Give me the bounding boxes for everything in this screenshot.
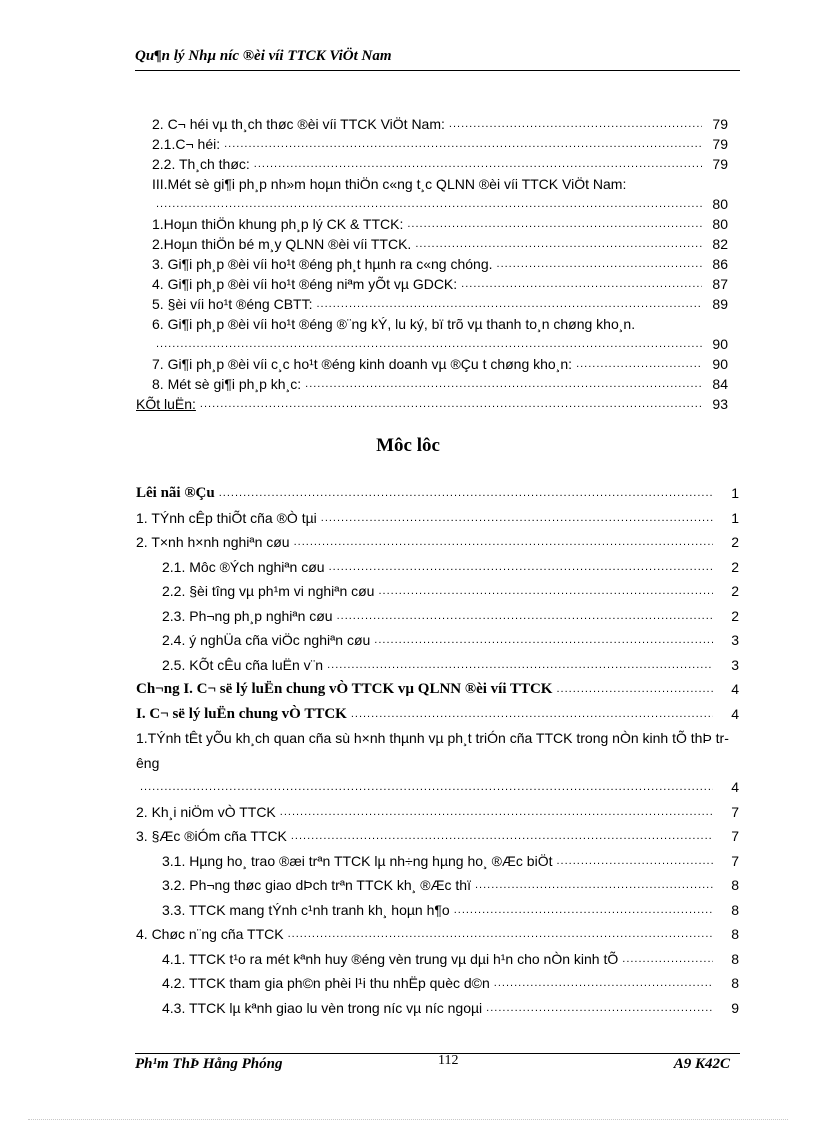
toc-leader-dots (415, 234, 702, 254)
footer-class: A9 K42C (673, 1056, 730, 1072)
toc-page-number: 89 (712, 296, 728, 312)
toc-entry (136, 174, 728, 214)
toc-page-number: 80 (712, 196, 728, 212)
toc-page-number: 82 (712, 236, 728, 252)
toc-leader-dots (305, 374, 702, 394)
toc-leader-dots (327, 653, 713, 678)
toc-entry-tail (152, 334, 728, 354)
toc-entry-text: 3. §Æc ®iÓm cña TTCK (136, 828, 287, 844)
toc-page-number: 79 (712, 116, 728, 132)
contents-title: Môc lôc (376, 435, 440, 456)
toc-leader-dots (622, 947, 713, 972)
toc-leader-dots (494, 971, 713, 996)
toc-leader-dots (291, 824, 713, 849)
toc-entry (136, 947, 739, 972)
toc-continuation (136, 114, 728, 414)
toc-entry (136, 849, 739, 874)
toc-page-number: 8 (731, 926, 739, 942)
toc-entry (136, 677, 739, 702)
toc-page-number: 8 (731, 975, 739, 991)
toc-entry (136, 824, 739, 849)
toc-page-number: 8 (731, 950, 739, 967)
toc-entry-text: 4.3. TTCK lµ kªnh giao lu vèn trong níc vµ níc ngoµi (162, 999, 483, 1016)
toc-entry-text: 2.Hoµn thiÖn bé m¸y QLNN ®èi víi TTCK. (152, 236, 412, 252)
toc-page-number: 8 (731, 901, 739, 918)
toc-entry (136, 898, 739, 923)
toc-leader-dots (486, 996, 713, 1021)
toc-page-number: 8 (731, 877, 739, 893)
toc-page-number: 2 (731, 558, 739, 575)
toc-page-number: 79 (712, 156, 728, 172)
toc-entry-text: 4. Chøc n¨ng cña TTCK (136, 926, 284, 942)
toc-entry (136, 555, 739, 580)
toc-entry-text: III.Mét sè gi¶i ph¸p nh»m hoµn thiÖn c«ng t¸c QLNN ®èi víi TTCK ViÖt Nam: (152, 176, 627, 192)
toc-entry-text: 8. Mét sè gi¶i ph¸p kh¸c: (152, 376, 302, 392)
toc-leader-dots (497, 254, 702, 274)
toc-page-number: 87 (712, 276, 728, 292)
toc-entry (136, 374, 728, 394)
toc-leader-dots (200, 394, 702, 414)
header-rule (135, 70, 740, 71)
toc-entry (136, 134, 728, 154)
toc-leader-dots (449, 114, 702, 134)
toc-entry-text: 2.3. Ph¬ng ph¸p nghiªn cøu (162, 607, 333, 624)
toc-entry-text: 1.Hoµn thiÖn khung ph¸p lý CK & TTCK: (152, 216, 404, 232)
page-edge-dotted-line (28, 1119, 788, 1120)
toc-entry (136, 354, 728, 374)
toc-entry-text: 2.5. KÕt cÊu cña luËn v¨n (162, 656, 324, 673)
toc-entry-text: 4. Gi¶i ph¸p ®èi víi ho¹t ®éng niªm yÕt vµ GDCK: (152, 276, 458, 292)
running-header-title: Qu¶n lý Nhµ níc ®èi víi TTCK ViÖt Nam (135, 48, 392, 64)
toc-page-number: 7 (731, 828, 739, 844)
toc-entry-text: 5. §èi víi ho¹t ®éng CBTT: (152, 296, 313, 312)
toc-entry (136, 154, 728, 174)
toc-leader-dots (156, 334, 702, 354)
toc-entry-text: 4.2. TTCK tham gia ph©n phèi l¹i thu nhËp quèc d©n (162, 975, 490, 991)
toc-leader-dots (337, 604, 713, 629)
toc-page-number: 4 (731, 681, 739, 697)
toc-entry-text: Lêi nãi ®Çu (136, 485, 215, 501)
toc-page-number: 84 (712, 376, 728, 392)
toc-page-number: 2 (731, 534, 739, 550)
toc-leader-dots (224, 134, 702, 154)
toc-page-number: 86 (712, 256, 728, 272)
toc-leader-dots (454, 898, 713, 923)
toc-page-number: 80 (712, 216, 728, 232)
toc-page-number: 2 (731, 583, 739, 599)
toc-leader-dots (317, 294, 703, 314)
toc-entry-text: 4.1. TTCK t¹o ra mét kªnh huy ®éng vèn trung vµ dµi h¹n cho nÒn kinh tÕ (162, 950, 619, 967)
toc-leader-dots (321, 506, 713, 531)
toc-entry (136, 254, 728, 274)
toc-leader-dots (576, 354, 702, 374)
toc-entry-text: 2.1.C¬ héi: (152, 136, 221, 152)
toc-entry-text: 1. TÝnh cÊp thiÕt cña ®Ò tµi (136, 509, 317, 526)
toc-entry-text: 1.TÝnh tÊt yÕu kh¸ch quan cña sù h×nh thµnh vµ ph¸t triÓn cña TTCK trong nÒn kinh tÕ thÞ trêng (136, 730, 729, 771)
toc-leader-dots (329, 555, 713, 580)
toc-entry (136, 971, 739, 996)
toc-entry-tail (152, 194, 728, 214)
toc-page-number: 1 (731, 485, 739, 501)
footer-author: Ph¹m ThÞ Hång Phóng (135, 1056, 283, 1072)
toc-entry (136, 628, 739, 653)
toc-entry (136, 274, 728, 294)
toc-entry (136, 604, 739, 629)
toc-page-number: 9 (731, 999, 739, 1016)
toc-entry-text: 7. Gi¶i ph¸p ®èi víi c¸c ho¹t ®éng kinh doanh vµ ®Çu t chøng kho¸n: (152, 356, 573, 372)
toc-page-number: 79 (712, 136, 728, 152)
toc-leader-dots (288, 922, 713, 947)
toc-leader-dots (407, 214, 702, 234)
toc-entry (136, 579, 739, 604)
toc-entry (136, 726, 739, 800)
toc-entry (136, 800, 739, 825)
toc-entry (136, 702, 739, 727)
toc-leader-dots (475, 873, 713, 898)
toc-entry (136, 394, 728, 414)
toc-leader-dots (294, 530, 713, 555)
toc-leader-dots (254, 154, 702, 174)
toc-entry-text: 3.2. Ph¬ng thøc giao dÞch trªn TTCK kh¸ ®Æc thï (162, 877, 471, 893)
toc-leader-dots (140, 775, 713, 800)
toc-entry-text: 2. T×nh h×nh nghiªn cøu (136, 534, 290, 550)
toc-leader-dots (461, 274, 702, 294)
toc-entry-text: 2. Kh¸i niÖm vÒ TTCK (136, 803, 276, 820)
toc-entry (136, 214, 728, 234)
toc-leader-dots (556, 849, 713, 874)
toc-entry-text: 3.1. Hµng ho¸ trao ®æi trªn TTCK lµ nh÷ng hµng ho¸ ®Æc biÖt (162, 852, 553, 869)
toc-page-number: 7 (731, 852, 739, 869)
toc-entry-text: I. C¬ së lý luËn chung vÒ TTCK (136, 705, 347, 722)
toc-entry (136, 114, 728, 134)
table-of-contents (136, 481, 739, 1020)
toc-page-number: 2 (731, 607, 739, 624)
toc-entry (136, 481, 739, 506)
toc-entry (136, 506, 739, 531)
toc-entry-text: 2. C¬ héi vµ th¸ch thøc ®èi víi TTCK ViÖt Nam: (152, 116, 445, 132)
toc-entry-text: 2.1. Môc ®Ých nghiªn cøu (162, 558, 325, 575)
toc-entry-text: 2.2. Th¸ch thøc: (152, 156, 250, 172)
toc-entry (136, 530, 739, 555)
toc-page-number: 4 (731, 705, 739, 722)
toc-entry (136, 996, 739, 1021)
toc-leader-dots (156, 194, 702, 214)
toc-page-number: 90 (712, 356, 728, 372)
toc-leader-dots (219, 481, 713, 506)
toc-entry-tail (136, 775, 739, 800)
toc-leader-dots (556, 677, 713, 702)
footer-page-number: 112 (438, 1053, 459, 1068)
toc-page-number: 90 (712, 336, 728, 352)
toc-leader-dots (374, 628, 713, 653)
toc-entry (136, 873, 739, 898)
toc-entry-text: 2.4. ý nghÜa cña viÖc nghiªn cøu (162, 632, 371, 648)
toc-leader-dots (280, 800, 713, 825)
toc-entry-text: 2.2. §èi tîng vµ ph¹m vi nghiªn cøu (162, 583, 375, 599)
toc-page-number: 4 (731, 779, 739, 795)
toc-page-number: 3 (731, 656, 739, 673)
toc-leader-dots (378, 579, 713, 604)
toc-entry-text: 3.3. TTCK mang tÝnh c¹nh tranh kh¸ hoµn h¶o (162, 901, 450, 918)
toc-entry (136, 653, 739, 678)
toc-entry (136, 294, 728, 314)
toc-entry-text: 6. Gi¶i ph¸p ®èi víi ho¹t ®éng ®¨ng kÝ, lu ký, bï trõ vµ thanh to¸n chøng kho¸n. (152, 316, 636, 332)
toc-entry-text: KÕt luËn: (136, 396, 196, 412)
toc-page-number: 7 (731, 803, 739, 820)
toc-entry-text: 3. Gi¶i ph¸p ®èi víi ho¹t ®éng ph¸t hµnh ra c«ng chóng. (152, 256, 493, 272)
toc-entry-text: Ch¬ng I. C¬ së lý luËn chung vÒ TTCK vµ QLNN ®èi víi TTCK (136, 681, 553, 697)
toc-page-number: 3 (731, 632, 739, 648)
toc-entry (136, 922, 739, 947)
toc-page-number: 93 (712, 396, 728, 412)
toc-entry (136, 234, 728, 254)
toc-entry (136, 314, 728, 354)
toc-page-number: 1 (731, 509, 739, 526)
toc-leader-dots (351, 702, 713, 727)
